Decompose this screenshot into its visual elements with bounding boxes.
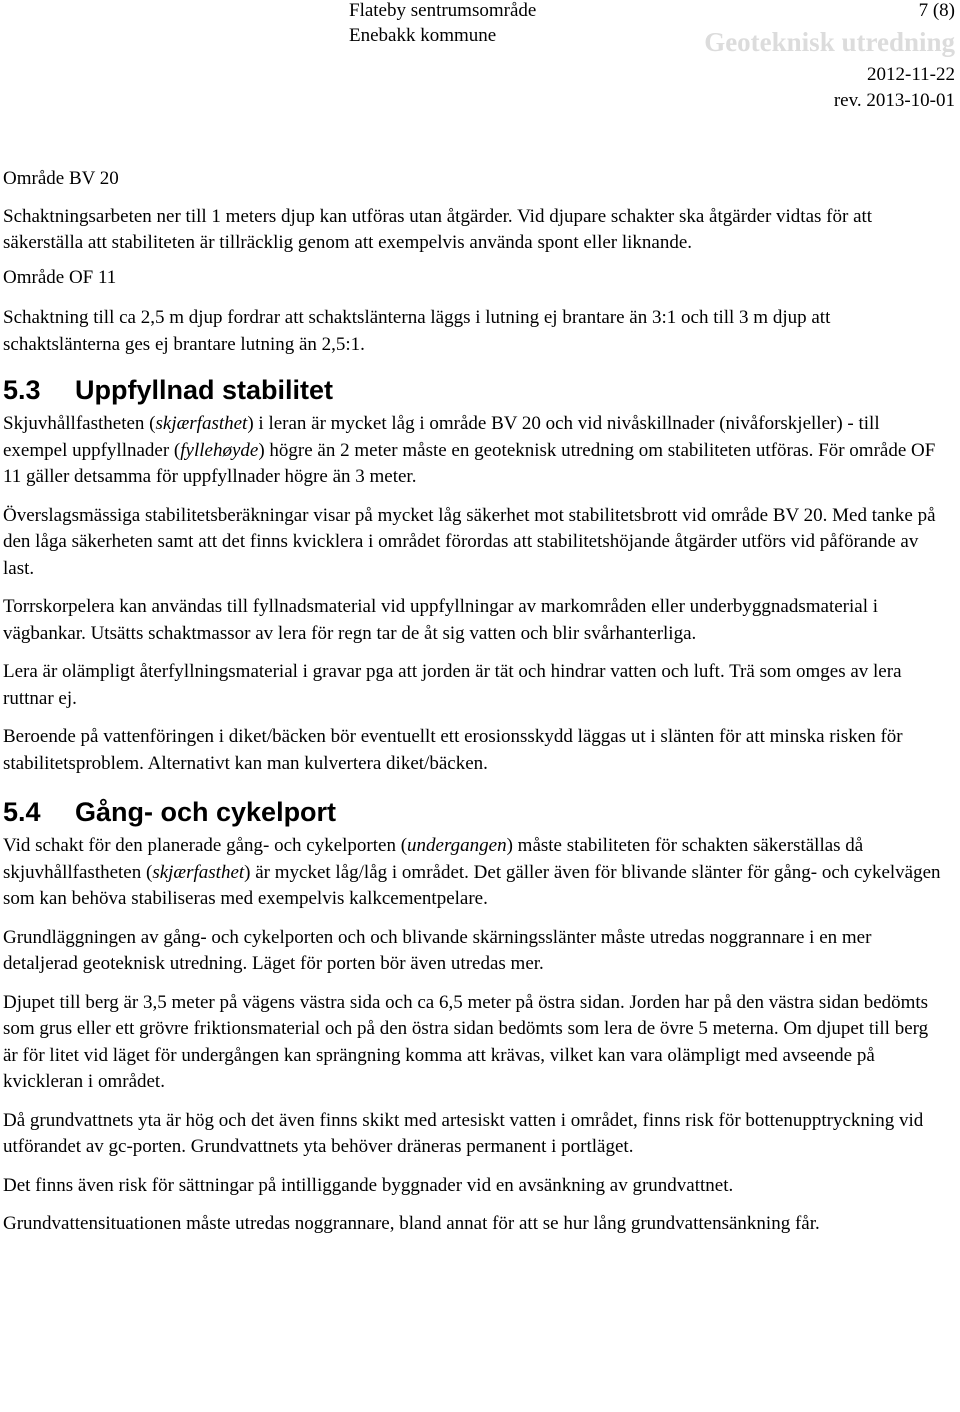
section-5-3-title: Uppfyllnad stabilitet — [75, 375, 334, 405]
section-5-4-title: Gång- och cykelport — [75, 797, 337, 827]
bv20-heading: Område BV 20 — [3, 168, 119, 189]
section-5-4-paragraph-5: Det finns även risk för sättningar på intilliggande byggnader vid en avsänkning av grundvattnet. — [3, 1174, 734, 1196]
section-5-4-paragraph-1: Vid schakt för den planerade gång- och cykelporten (undergangen) måste stabiliteten för schakten säkerställas då skjuvhållfastheten (skjærfasthet) är mycket låg/låg i området. Det gäller även för blivande slänter för gång- och cykelvägen som kan behöva stabiliseras med exempelvis kalkcementpelare. — [3, 835, 941, 909]
header-doc-type: Geoteknisk utredning — [704, 27, 955, 57]
section-5-3-heading — [3, 374, 943, 406]
header-project: Flateby sentrumsområde — [349, 0, 537, 21]
section-5-4-heading — [3, 796, 943, 828]
section-5-3-paragraph-1: Skjuvhållfastheten (skjærfasthet) i leran är mycket låg i område BV 20 och vid nivåskillnader (nivåforskjeller) - till exempel uppfyllnader (fyllehøyde) högre än 2 meter måste en geoteknisk utredning om stabiliteten utföras. För område OF 11 gäller detsamma för uppfyllnader högre än 3 meter. — [3, 413, 936, 487]
section-5-4-paragraph-2: Grundläggningen av gång- och cykelporten och och blivande skärningsslänter måste utredas noggrannare i en mer detaljerad geoteknisk utredning. Läget för porten bör även utredas mer. — [3, 926, 872, 974]
section-5-3-paragraph-5: Beroende på vattenföringen i diket/bäcken bör eventuellt ett erosionsskydd läggas ut i slänten för att minska risken för stabilitetsproblem. Alternativt kan man kulvertera diket/bäcken. — [3, 726, 903, 774]
section-5-3-paragraph-4: Lera är olämpligt återfyllningsmaterial i gravar pga att jorden är tät och hindrar vatten och luft. Trä som omges av lera ruttnar ej. — [3, 661, 902, 709]
header-date: 2012-11-22 — [867, 64, 955, 85]
header-municipality: Enebakk kommune — [349, 25, 497, 46]
of11-heading: Område OF 11 — [3, 266, 117, 288]
section-5-3-paragraph-3: Torrskorpelera kan användas till fyllnadsmaterial vid uppfyllningar av markområden eller underbyggnadsmaterial i vägbankar. Utsätts schaktmassor av lera för regn tar de åt sig vatten och blir svårhanterliga. — [3, 596, 879, 644]
section-5-3-number: 5.3 — [3, 375, 41, 405]
header-revision: rev. 2013-10-01 — [833, 90, 955, 111]
section-5-4-paragraph-6: Grundvattensituationen måste utredas noggrannare, bland annat för att se hur lång grundvattensänkning får. — [3, 1213, 820, 1234]
document-body — [3, 166, 943, 1238]
header-page-number: 7 (8) — [918, 0, 955, 21]
section-5-3-paragraph-2: Överslagsmässiga stabilitetsberäkningar visar på mycket låg säkerhet mot stabilitetsbrott vid område BV 20. Med tanke på den låga säkerheten samt att det finns kvicklera i området förordas att stabilitetshöjande åtgärder utförs vid påförande av last. — [3, 504, 936, 579]
section-5-4-paragraph-4: Då grundvattnets yta är hög och det även finns skikt med artesiskt vatten i området, finns risk för bottenupptryckning vid utförandet av gc-porten. Grundvattnets yta behöver dräneras permanent i portläget. — [3, 1109, 924, 1157]
section-5-4-paragraph-3: Djupet till berg är 3,5 meter på vägens västra sida och ca 6,5 meter på östra sidan. Jorden har på den västra sidan bedömts som grus eller ett grövre friktionsmaterial och på den östra sidan bedömts som lera de övre 5 meterna. Om djupet till berg är för litet vid läget för undergången kan sprängning komma att krävas, vilket kan vara olämpligt med avseende på kvickleran i området. — [3, 991, 929, 1092]
section-5-4-number: 5.4 — [3, 797, 41, 827]
of11-paragraph: Schaktning till ca 2,5 m djup fordrar att schaktslänterna läggs i lutning ej brantare än 3:1 och till 3 m djup att schaktslänterna ges ej brantare lutning än 2,5:1. — [3, 307, 831, 355]
bv20-paragraph: Schaktningsarbeten ner till 1 meters djup kan utföras utan åtgärder. Vid djupare schakter ska åtgärder vidtas för att säkerställa att stabiliteten är tillräcklig genom att exempelvis använda spont eller liknande. — [3, 205, 873, 253]
